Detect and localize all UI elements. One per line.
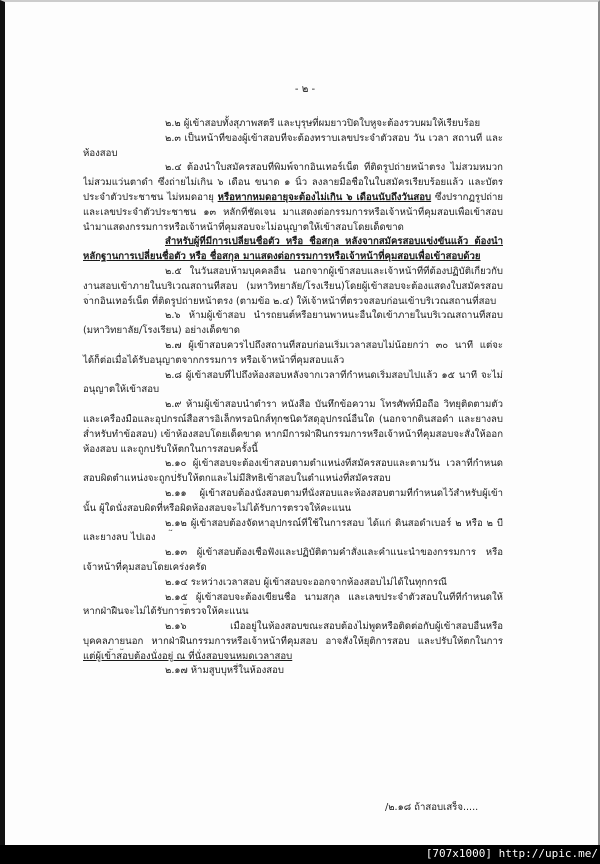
text-line (83, 324, 503, 339)
document-body (83, 117, 503, 679)
text-line (83, 176, 503, 191)
text-span: ๒.๑๓ ผู้เข้าสอบต้องเชื่อฟังและปฏิบัติตามคำสั่งและคำแนะนำของกรรมการ หรือ (165, 547, 503, 559)
text-span: และเครื่องมือและอุปกรณ์สื่อสารอิเล็กทรอนิกส์ทุกชนิดวัสดุอุปกรณ์อื่นใด (นอกจากดินสอดำ และยางลบ (83, 413, 503, 425)
text-span: ซึ่งปรากฏรูปถ่าย (431, 191, 503, 203)
text-line (83, 206, 503, 221)
text-line (83, 147, 503, 162)
text-span: นำมาแสดงกรรมการหรือเจ้าหน้าที่คุมสอบจะไม่อนุญาตให้เข้าสอบโดยเด็ดขาด (83, 221, 404, 233)
text-line (83, 413, 503, 428)
text-span: ๒.๕ ในวันสอบห้ามบุคคลอื่น นอกจากผู้เข้าสอบและเจ้าหน้าที่ที่ต้องปฏิบัติเกี่ยวกับ (165, 265, 503, 277)
text-line (83, 354, 503, 369)
underlined-text: หรือหากหมดอายุจะต้องไม่เกิน ๖ เดือนนับถึงวันสอบ (217, 191, 432, 203)
text-line (83, 620, 503, 635)
text-line (83, 295, 503, 310)
text-span: ไม่สวมแว่นตาดำ ซึ่งถ่ายไม่เกิน ๖ เดือน ขนาด ๑ นิ้ว ลงลายมือชื่อในใบสมัครเรียบร้อยแล้ว และบัตร (83, 177, 503, 189)
continuation-note: /๒.๑๘ ถ้าสอบเสร็จ..... (385, 802, 479, 813)
text-span: ๒.๑๕ ผู้เข้าสอบจะต้องเขียนชื่อ นามสกุล และเลขประจำตัวสอบในที่ที่กำหนดให้ (165, 591, 503, 603)
text-line (83, 132, 503, 147)
underlined-text: หลักฐานการเปลี่ยนชื่อตัว หรือ ชื่อสกุล มาแสดงต่อกรรมการหรือเจ้าหน้าที่คุมสอบเพื่อเข้าสอบด้วย (83, 251, 481, 263)
text-line (83, 161, 503, 176)
text-line (83, 472, 503, 487)
text-span: (มหาวิทยาลัย/โรงเรียน) อย่างเด็ดขาด (83, 325, 240, 337)
text-span: ๒.๑๐ ผู้เข้าสอบจะต้องเข้าสอบตามตำแหน่งที่สมัครสอบและตามวัน เวลาที่กำหนด (165, 458, 503, 470)
text-span: ๒.๙ ห้ามผู้เข้าสอบนำตำรา หนังสือ บันทึกข้อความ โทรศัพท์มือถือ วิทยุติดตามตัว (165, 399, 503, 411)
text-line (83, 369, 503, 384)
text-span: ห้องสอบ (83, 147, 118, 159)
text-line (83, 531, 503, 546)
text-line (83, 502, 503, 517)
text-span: ๒.๖ ห้ามผู้เข้าสอบ นำรถยนต์หรือยานพาหนะอื่นใดเข้าภายในบริเวณสถานที่สอบ (165, 310, 503, 322)
text-span: สอบผิดตำแหน่งจะถูกปรับให้ตกและไม่มีสิทธิเข้าสอบในตำแหน่งที่สมัครสอบ (83, 473, 391, 485)
text-span: ๒.๓ เป็นหน้าที่ของผู้เข้าสอบที่จะต้องทราบเลขประจำตัวสอบ วัน เวลา สถานที่ และ (165, 132, 503, 144)
text-span: ๒.๑๗ ห้ามสูบบุหรี่ในห้องสอบ (165, 665, 284, 677)
text-span: ๒.๑๖ เมื่ออยู่ในห้องสอบขณะสอบต้องไม่พูดหรือติดต่อกับผู้เข้าสอบอื่นหรือ (165, 621, 503, 633)
text-line (83, 398, 503, 413)
image-host-watermark[interactable]: [707x1000] http://upic.me/ (425, 847, 598, 860)
text-line (83, 383, 503, 398)
text-line (83, 576, 503, 591)
text-line (83, 517, 503, 532)
text-line (83, 191, 503, 206)
text-line (83, 605, 503, 620)
text-line (83, 650, 503, 665)
underlined-text: สำหรับผู้ที่มีการเปลี่ยนชื่อตัว หรือ ชื่อสกุล หลังจากสมัครสอบแข่งขันแล้ว ต้องนำ (165, 236, 503, 248)
text-line (83, 117, 503, 132)
text-line (83, 221, 503, 236)
page-number: - ๒ - (294, 84, 316, 95)
text-span: ได้ก็ต่อเมื่อได้รับอนุญาตจากกรรมการ หรือเจ้าหน้าที่คุมสอบแล้ว (83, 354, 345, 366)
text-span: ๒.๘ ผู้เข้าสอบที่ไปถึงห้องสอบหลังจากเวลาที่กำหนดเริ่มสอบไปแล้ว ๑๕ นาที จะไม่ (165, 369, 503, 381)
text-line (83, 250, 503, 265)
image-host-bar (0, 845, 600, 864)
text-line (83, 280, 503, 295)
text-span: และเลขประจำตัวประชาชน ๑๓ หลักที่ชัดเจน มาแสดงต่อกรรมการหรือเจ้าหน้าที่คุมสอบเพื่อเข้าสอบ (83, 206, 503, 218)
text-line (83, 487, 503, 502)
text-span: งานสอบเข้าภายในบริเวณสถานที่สอบ (มหาวิทยาลัย/โรงเรียน)โดยผู้เข้าสอบจะต้องแสดงใบสมัครสอบ (83, 280, 503, 292)
text-line (83, 546, 503, 561)
text-span: ห้องสอบ และถูกปรับให้ตกในการสอบครั้งนี้ (83, 443, 258, 455)
text-span: ๒.๑๔ ระหว่างเวลาสอบ ผู้เข้าสอบจะออกจากห้องสอบไม่ได้ในทุกกรณี (165, 576, 447, 588)
text-line (83, 635, 503, 650)
text-line (83, 235, 503, 250)
text-span: ๒.๑๒ ผู้เข้าสอบต้องจัดหาอุปกรณ์ที่ใช้ในการสอบ ได้แก่ ดินสอดำเบอร์ ๒ หรือ ๒ บี (165, 517, 503, 529)
text-line (83, 457, 503, 472)
text-line (83, 265, 503, 280)
text-span: ๒.๑๑ ผู้เข้าสอบต้องนั่งสอบตามที่นั่งสอบและห้องสอบตามที่กำหนดไว้สำหรับผู้เข้า (165, 487, 503, 499)
text-span: และยางลบ ไปเอง (83, 532, 156, 544)
text-span: เจ้าหน้าที่คุมสอบโดยเคร่งครัด (83, 561, 207, 573)
text-line (83, 561, 503, 576)
text-span: ๒.๔ ต้องนำใบสมัครสอบที่พิมพ์จากอินเทอร์เน็ต ที่ติดรูปถ่ายหน้าตรง ไม่สวมหมวก (165, 162, 503, 174)
text-span: จากอินเทอร์เน็ต ที่ติดรูปถ่ายหน้าตรง (ตามข้อ ๒.๔) ให้เจ้าหน้าที่ตรวจสอบก่อนเข้าบริเวณสถานที่สอบ (83, 295, 497, 307)
text-span: ประจำตัวประชาชน ไม่หมดอายุ (83, 191, 218, 203)
text-line (83, 443, 503, 458)
text-line (83, 309, 503, 324)
text-span: ๒.๗ ผู้เข้าสอบควรไปถึงสถานที่สอบก่อนเริ่มเวลาสอบไม่น้อยกว่า ๓๐ นาที แต่จะ (165, 339, 503, 351)
text-line (83, 428, 503, 443)
text-line (83, 339, 503, 354)
text-line (83, 664, 503, 679)
text-line (83, 591, 503, 606)
text-span: สำหรับทำข้อสอบ) เข้าห้องสอบโดยเด็ดขาด หากมีการฝ่าฝืนกรรมการหรือเจ้าหน้าที่คุมสอบจะสั่งให้ออก (83, 428, 503, 440)
text-span: บุคคลภายนอก หากฝ่าฝืนกรรมการหรือเจ้าหน้าที่คุมสอบ อาจสั่งให้ยุติการสอบ และปรับให้ตกในการ (83, 635, 503, 647)
underlined-text: แต่ผู้เข้าสอบต้องนั่งอยู่ ณ ที่นั่งสอบจนหมดเวลาสอบ (83, 650, 293, 662)
text-span: อนุญาตให้เข้าสอบ (83, 384, 160, 396)
text-span: หากฝ่าฝืนจะไม่ได้รับการตรวจให้คะแนน (83, 606, 249, 618)
text-span: ๒.๒ ผู้เข้าสอบทั้งสุภาพสตรี และบุรุษที่ผมยาวปิดใบหูจะต้องรวบผมให้เรียบร้อย (165, 118, 481, 129)
text-span: นั้น ผู้ใดนั่งสอบผิดที่หรือผิดห้องสอบจะไม่ได้รับการตรวจให้คะแนน (83, 502, 352, 514)
